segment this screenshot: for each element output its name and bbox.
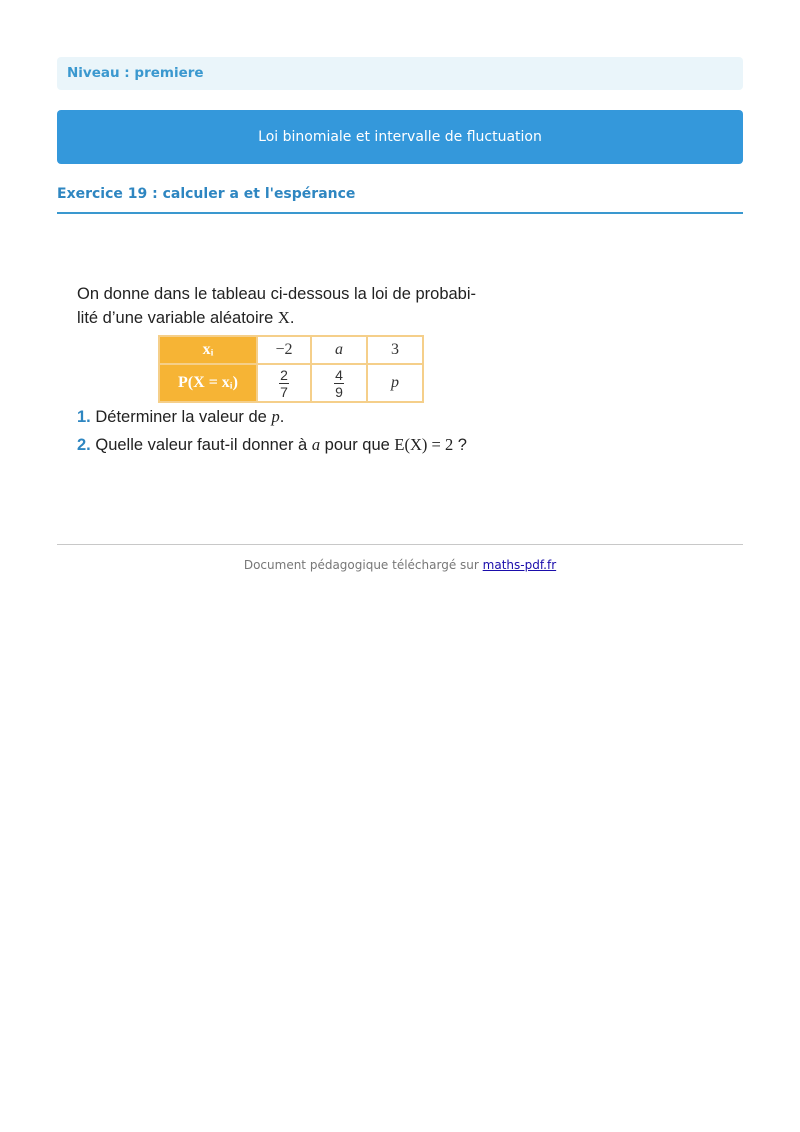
level-badge (57, 57, 743, 90)
fraction-denominator: 7 (280, 384, 288, 400)
table-cell: 3 (367, 336, 423, 364)
question-text: Quelle valeur faut-il donner à (95, 436, 308, 454)
page (57, 57, 743, 462)
row-header-values: xᵢ (159, 336, 257, 364)
table-cell: p (367, 364, 423, 402)
exercise-title: Exercice 19 : calculer a et l'espérance (57, 186, 743, 214)
statement-variable: X (277, 308, 290, 327)
statement-line-2 (77, 306, 476, 330)
statement-period: . (289, 309, 295, 327)
row-header-probabilities: P(X = xᵢ) (159, 364, 257, 402)
exercise-statement (77, 282, 476, 330)
footer-text: Document pédagogique téléchargé sur (243, 558, 479, 572)
footer-link[interactable]: maths-pdf.fr (482, 558, 557, 572)
chapter-banner (57, 110, 743, 164)
question-list (77, 403, 467, 459)
table-row (159, 336, 423, 364)
fraction-numerator: 2 (280, 367, 288, 383)
list-item (77, 403, 467, 431)
probability-table (158, 335, 424, 403)
table-cell (311, 364, 367, 402)
fraction-numerator: 4 (335, 367, 343, 383)
exercise-content (57, 282, 743, 462)
question-text: Déterminer la valeur de (95, 408, 267, 426)
question-math-2: E(X) = 2 (394, 435, 454, 454)
table-row (159, 364, 423, 402)
table-cell (257, 364, 311, 402)
question-number: 1. (77, 408, 91, 426)
question-end: ? (457, 436, 467, 454)
table-cell: a (311, 336, 367, 364)
question-math: p (271, 407, 280, 426)
level-label: Niveau : premiere (67, 65, 204, 81)
question-number: 2. (77, 436, 91, 454)
statement-text: lité d’une variable aléatoire (77, 309, 274, 327)
chapter-title: Loi binomiale et intervalle de fluctuation (258, 129, 542, 145)
fraction (334, 368, 344, 399)
question-end: . (279, 408, 285, 426)
question-math: a (311, 435, 321, 454)
question-text-2: pour que (324, 436, 390, 454)
table-cell: −2 (257, 336, 311, 364)
statement-line-1: On donne dans le tableau ci-dessous la loi de probabi- (77, 285, 477, 303)
fraction (279, 368, 289, 399)
list-item (77, 431, 467, 459)
page-footer (57, 544, 743, 572)
fraction-denominator: 9 (335, 384, 343, 400)
